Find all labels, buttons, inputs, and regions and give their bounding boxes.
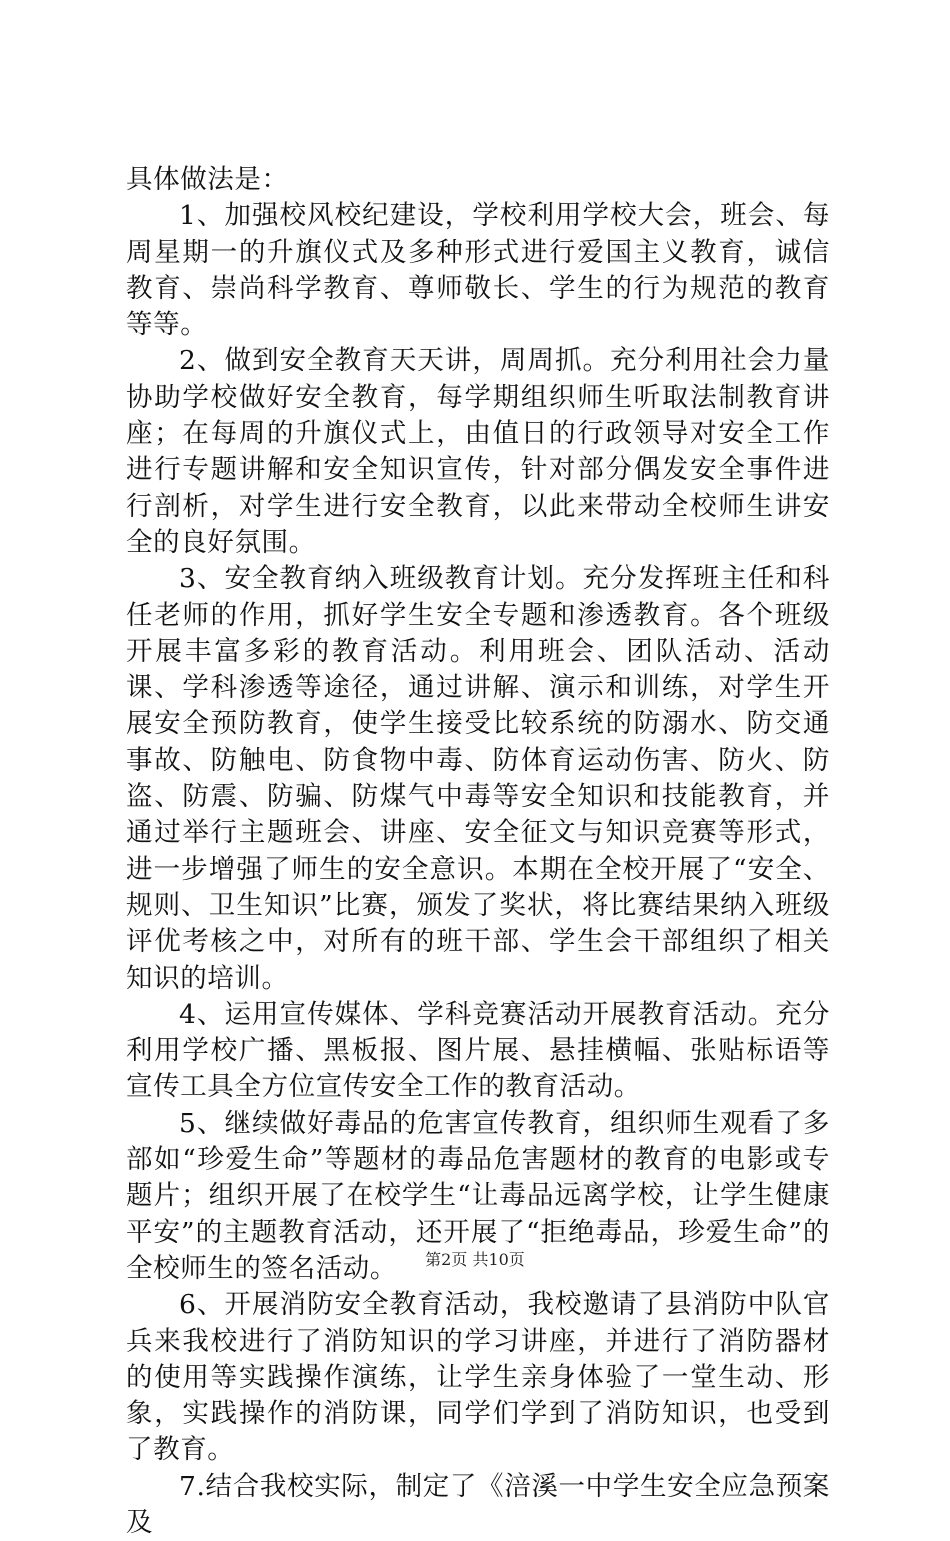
document-body — [126, 162, 830, 1541]
paragraph-item-5: 5、继续做好毒品的危害宣传教育，组织师生观看了多部如“珍爱生命”等题材的毒品危害题材的教育的电影或专题片；组织开展了在校学生“让毒品远离学校，让学生健康平安”的主题教育活动，还开展了“拒绝毒品，珍爱生命”的全校师生的签名活动。 — [126, 1107, 830, 1284]
paragraph-intro: 具体做法是： — [126, 164, 289, 195]
paragraph-item-3: 3、安全教育纳入班级教育计划。充分发挥班主任和科任老师的作用，抓好学生安全专题和渗透教育。各个班级开展丰富多彩的教育活动。利用班会、团队活动、活动课、学科渗透等途径，通过讲解、演示和训练，对学生开展安全预防教育，使学生接受比较系统的防溺水、防交通事故、防触电、防食物中毒、防体育运动伤害、防火、防盗、防震、防骗、防煤气中毒等安全知识和技能教育，并通过举行主题班会、讲座、安全征文与知识竞赛等形式，进一步增强了师生的安全意识。本期在全校开展了“安全、规则、卫生知识”比赛，颁发了奖状，将比赛结果纳入班级评优考核之中，对所有的班干部、学生会干部组织了相关知识的培训。 — [126, 563, 830, 994]
paragraph-item-1: 1、加强校风校纪建设，学校利用学校大会，班会、每周星期一的升旗仪式及多种形式进行爱国主义教育，诚信教育、崇尚科学教育、尊师敬长、学生的行为规范的教育等等。 — [126, 200, 830, 341]
page-number-label: 第2页 共10页 — [425, 1250, 525, 1269]
paragraph-item-6: 6、开展消防安全教育活动，我校邀请了县消防中队官兵来我校进行了消防知识的学习讲座，并进行了消防器材的使用等实践操作演练，让学生亲身体验了一堂生动、形象，实践操作的消防课，同学们学到了消防知识，也受到了教育。 — [126, 1289, 830, 1466]
paragraph-item-2: 2、做到安全教育天天讲，周周抓。充分利用社会力量协助学校做好安全教育，每学期组织师生听取法制教育讲座；在每周的升旗仪式上，由值日的行政领导对安全工作进行专题讲解和安全知识宣传，针对部分偶发安全事件进行剖析，对学生进行安全教育，以此来带动全校师生讲安全的良好氛围。 — [126, 345, 830, 558]
paragraph-item-7: 7.结合我校实际，制定了《涪溪一中学生安全应急预案及 — [126, 1470, 830, 1538]
page-footer — [0, 1247, 950, 1270]
paragraph-item-4: 4、运用宣传媒体、学科竞赛活动开展教育活动。充分利用学校广播、黑板报、图片展、悬挂横幅、张贴标语等宣传工具全方位宣传安全工作的教育活动。 — [126, 998, 830, 1103]
